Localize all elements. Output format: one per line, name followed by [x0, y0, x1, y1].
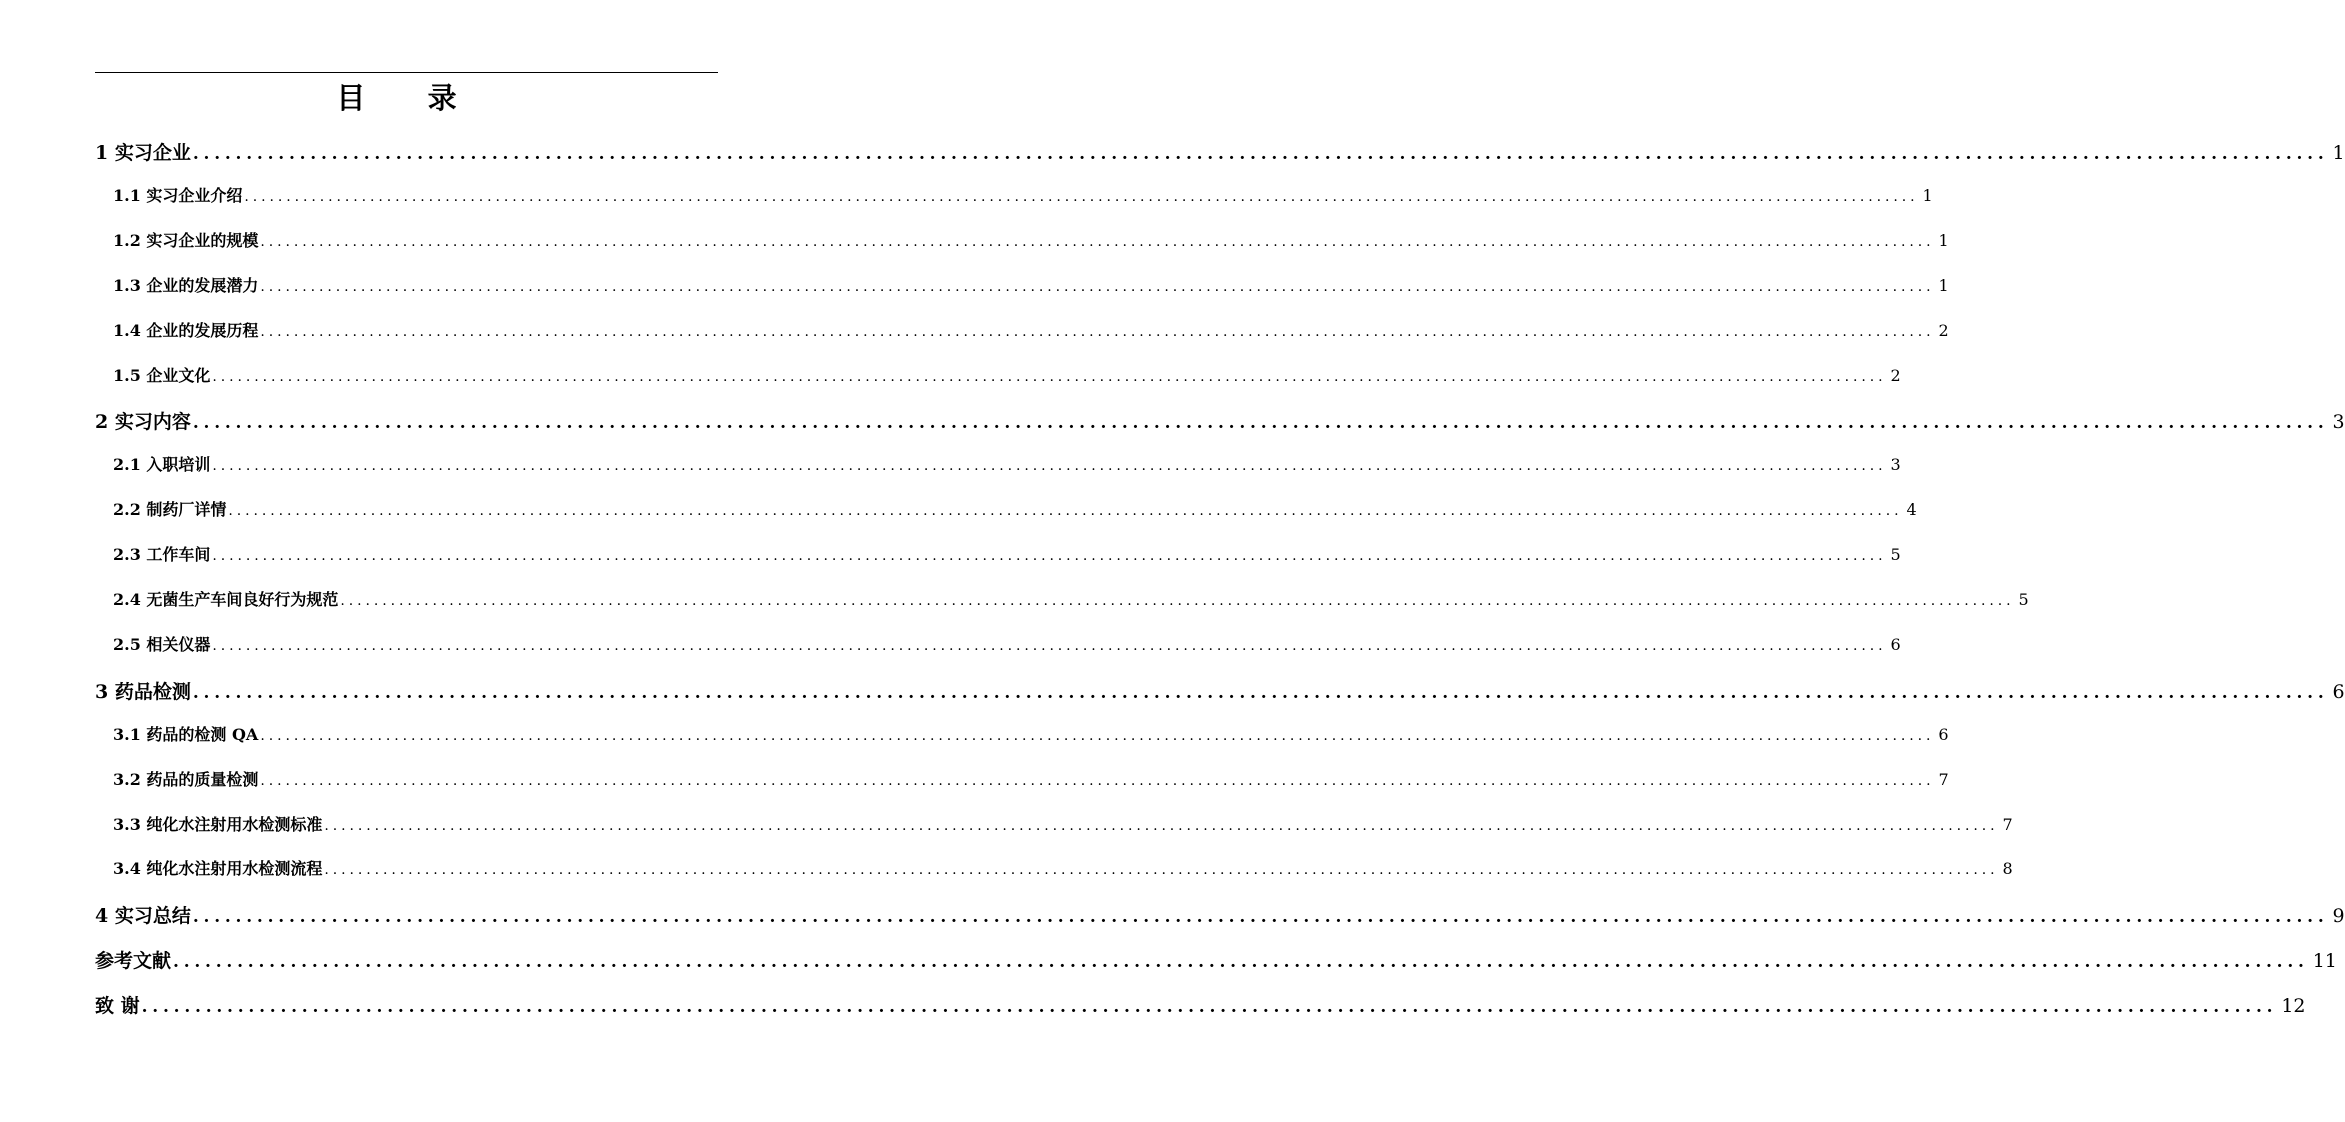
toc-page-number: 2 [1890, 365, 1901, 385]
toc-dot-leader: ........................................................................................................................................................................................................ [260, 772, 1935, 789]
toc-entry-label: 3.2 药品的质量检测 [113, 769, 259, 789]
toc-chapter-entry[interactable] [95, 407, 2345, 434]
toc-entry-label: 3 药品检测 [95, 680, 191, 703]
toc-dot-leader: ........................................................................................................................................................................................................ [212, 637, 1887, 654]
toc-page-number: 1 [1922, 185, 1933, 205]
header-rule [95, 72, 718, 73]
toc-section-entry[interactable] [113, 632, 1901, 655]
toc-page-number: 1 [1938, 275, 1949, 295]
toc-page-number: 11 [2312, 950, 2337, 973]
toc-dot-leader: ........................................................................................................................................................................................................ [212, 458, 1887, 475]
toc-page-number: 8 [2002, 859, 2013, 879]
toc-chapter-entry[interactable] [95, 901, 2345, 928]
toc-page-number: 4 [1906, 500, 1917, 520]
toc-dot-leader: ........................................................................................................................................................................................................ [192, 682, 2329, 703]
toc-chapter-entry[interactable] [95, 946, 2337, 973]
toc-page-number: 6 [2332, 680, 2345, 703]
toc-section-entry[interactable] [113, 228, 1949, 251]
toc-dot-leader: ........................................................................................................................................................................................................ [192, 907, 2329, 928]
toc-dot-leader: ........................................................................................................................................................................................................ [260, 323, 1935, 340]
toc-entry-label: 1.4 企业的发展历程 [113, 320, 259, 340]
toc-page-number: 12 [2281, 995, 2306, 1018]
toc-dot-leader: ........................................................................................................................................................................................................ [173, 952, 2309, 973]
toc-page-number: 5 [1890, 545, 1901, 565]
toc-entry-label: 3.1 药品的检测 QA [113, 724, 259, 744]
toc-entry-label: 2.3 工作车间 [113, 545, 211, 565]
toc-page-number: 7 [1938, 769, 1949, 789]
toc-chapter-entry[interactable] [95, 991, 2306, 1018]
toc-entry-label: 2.2 制药厂详情 [113, 500, 227, 520]
toc-entry-label: 3.4 纯化水注射用水检测流程 [113, 859, 323, 879]
toc-section-entry[interactable] [113, 273, 1949, 296]
toc-page-number: 1 [1938, 230, 1949, 250]
toc-entry-label: 3.3 纯化水注射用水检测标准 [113, 814, 323, 834]
toc-section-entry[interactable] [113, 587, 2029, 610]
toc-dot-leader: ........................................................................................................................................................................................................ [260, 727, 1935, 744]
toc-page-number: 2 [1938, 320, 1949, 340]
toc-page-number: 6 [1938, 724, 1949, 744]
toc-entry-label: 2.1 入职培训 [113, 455, 211, 475]
toc-dot-leader: ........................................................................................................................................................................................................ [212, 368, 1887, 385]
toc-section-entry[interactable] [113, 183, 1933, 206]
toc-entry-label: 2.5 相关仪器 [113, 634, 211, 654]
toc-dot-leader: ........................................................................................................................................................................................................ [228, 503, 1903, 520]
toc-section-entry[interactable] [113, 722, 1949, 745]
toc-dot-leader: ........................................................................................................................................................................................................ [324, 817, 1999, 834]
toc-entry-label: 参考文献 [95, 950, 172, 973]
toc-section-entry[interactable] [113, 812, 2013, 835]
toc-dot-leader: ........................................................................................................................................................................................................ [324, 862, 1999, 879]
toc-page-number: 7 [2002, 814, 2013, 834]
toc-page-number: 3 [1890, 455, 1901, 475]
toc-chapter-entry[interactable] [95, 138, 2345, 165]
toc-chapter-entry[interactable] [95, 677, 2345, 704]
toc-entry-label: 1 实习企业 [95, 142, 191, 164]
toc-section-entry[interactable] [113, 767, 1949, 790]
toc-entry-label: 2 实习内容 [95, 411, 191, 434]
toc-entry-label: 1.5 企业文化 [113, 365, 211, 385]
toc-page-number: 6 [1890, 634, 1901, 654]
toc-dot-leader: ........................................................................................................................................................................................................ [260, 278, 1935, 295]
toc-entry-label: 致 谢 [95, 995, 140, 1018]
toc-section-entry[interactable] [113, 542, 1901, 565]
toc-dot-leader: ........................................................................................................................................................................................................ [340, 593, 2015, 609]
toc-entry-label: 1.1 实习企业介绍 [113, 185, 243, 205]
toc-dot-leader: ........................................................................................................................................................................................................ [141, 997, 2278, 1018]
toc-entry-label: 4 实习总结 [95, 905, 191, 928]
toc-dot-leader: ........................................................................................................................................................................................................ [260, 233, 1935, 250]
toc-section-entry[interactable] [113, 497, 1917, 520]
toc-section-entry[interactable] [113, 318, 1949, 341]
toc-page-number: 1 [2332, 142, 2345, 164]
toc-page-number: 9 [2332, 905, 2345, 928]
toc-entry-label: 1.2 实习企业的规模 [113, 230, 259, 250]
toc-page-number: 3 [2332, 411, 2345, 434]
toc-dot-leader: ........................................................................................................................................................................................................ [212, 548, 1887, 565]
toc-section-entry[interactable] [113, 452, 1901, 475]
toc-page-number: 5 [2018, 590, 2029, 609]
toc-dot-leader: ........................................................................................................................................................................................................ [192, 413, 2329, 434]
toc-entry-label: 2.4 无菌生产车间良好行为规范 [113, 590, 339, 609]
toc-section-entry[interactable] [113, 856, 2013, 879]
toc-dot-leader: ........................................................................................................................................................................................................ [192, 144, 2329, 164]
toc-section-entry[interactable] [113, 363, 1901, 386]
page-title: 目 录 [336, 81, 483, 115]
toc-entry-label: 1.3 企业的发展潜力 [113, 275, 259, 295]
toc-dot-leader: ........................................................................................................................................................................................................ [244, 188, 1919, 205]
